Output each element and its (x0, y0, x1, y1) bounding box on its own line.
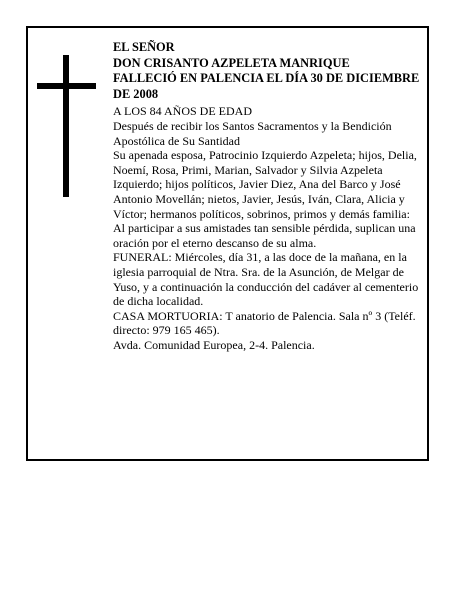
family-paragraph: Su apenada esposa, Patrocinio Izquierdo Azpeleta; hijos, Delia, Noemí, Rosa, Primi, Marian, Salvador y Silvia Azpeleta Izquierdo; hijos políticos, Javier Diez, Ana del Barco y José Antonio Movellán; nietos, Javier, Jesús, Iván, Clara, Alicia y Víctor; hermanos políticos, sobrinos, primos y demás familia: (113, 148, 417, 221)
funeral-paragraph: FUNERAL: Miércoles, día 31, a las doce de la mañana, en la iglesia parroquial de Ntra. Sra. de la Asunción, de Melgar de Yuso, y a continuación la conducción del cadáver al cementerio de dicha localidad. (113, 250, 419, 309)
age-line: A LOS 84 AÑOS DE EDAD (113, 104, 253, 119)
mortuary-paragraph: CASA MORTUORIA: T anatorio de Palencia. Sala nº 3 (Teléf. directo: 979 165 465). (113, 308, 416, 338)
request-paragraph: Al participar a sus amistades tan sensible pérdida, suplican una oración por el eterno descanso de su alma. (113, 221, 416, 250)
address-line: Avda. Comunidad Europea, 2-4. Palencia. (113, 337, 315, 352)
obituary-content (113, 40, 421, 352)
heading-line-3: FALLECIÓ EN PALENCIA EL DÍA 30 DE DICIEMBRE DE 2008 (113, 71, 420, 101)
heading-line-1: EL SEÑOR (113, 40, 175, 54)
cross-icon (63, 55, 69, 197)
sacraments-paragraph: Después de recibir los Santos Sacramentos y la Bendición Apostólica de Su Santidad (113, 118, 392, 148)
cross-icon-crossbar (37, 83, 96, 89)
heading-line-2: DON CRISANTO AZPELETA MANRIQUE (113, 55, 350, 70)
